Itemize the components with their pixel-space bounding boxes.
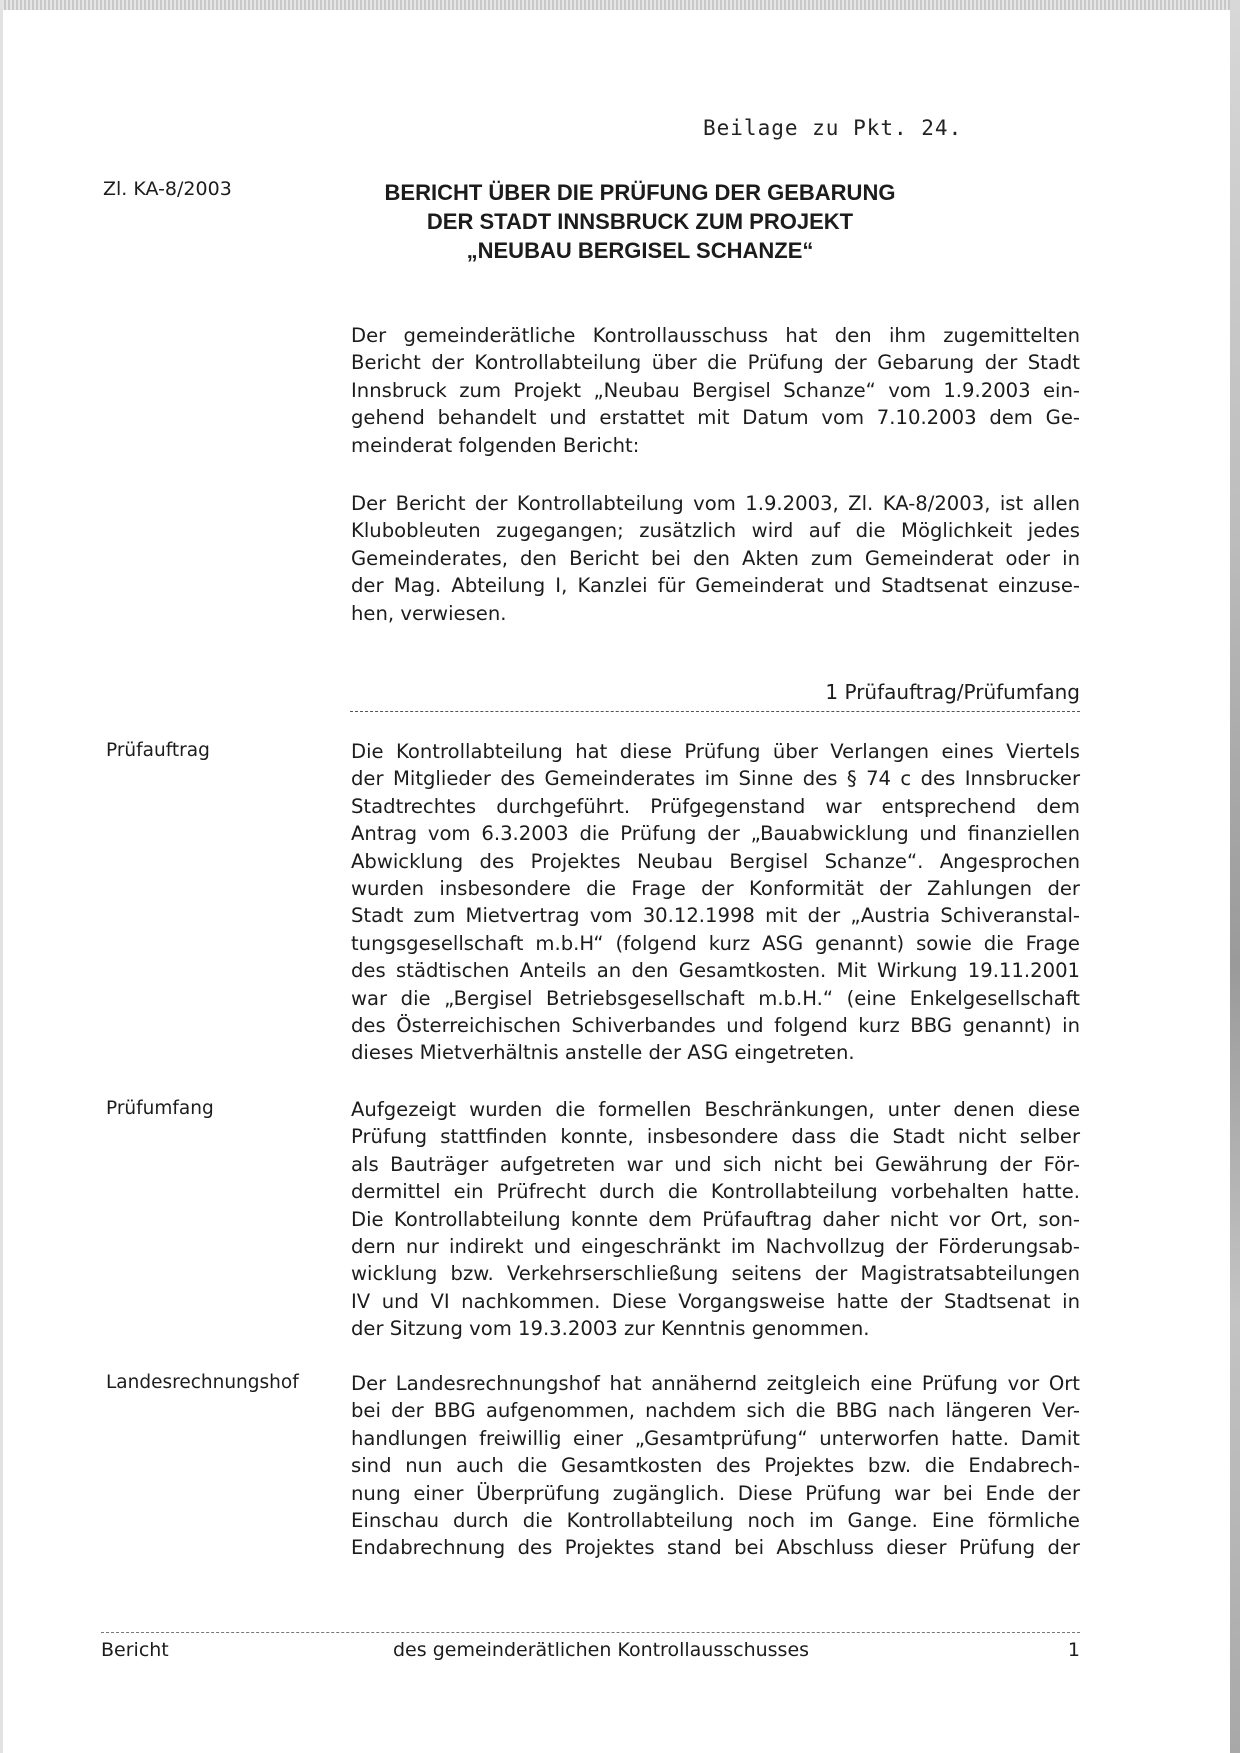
text-line: Abwicklung des Projektes Neubau Bergisel Schanze“. Angesprochen: [351, 849, 1080, 873]
text-line: nung einer Überprüfung zugänglich. Diese Prüfung war bei Ende der: [351, 1481, 1080, 1505]
text-line: Prüfung stattfinden konnte, insbesondere dass die Stadt nicht selber: [351, 1125, 1080, 1149]
text-line: gehend behandelt und erstattet mit Datum vom 7.10.2003 dem Ge-: [351, 406, 1080, 430]
text-line: tungsgesellschaft m.b.H“ (folgend kurz ASG genannt) sowie die Frage: [351, 931, 1080, 955]
text-line: bei der BBG aufgenommen, nachdem sich die BBG nach längeren Ver-: [351, 1399, 1080, 1423]
landesrechnungshof-paragraph: [351, 1370, 1080, 1562]
title-line: BERICHT ÜBER DIE PRÜFUNG DER GEBARUNG: [384, 180, 896, 205]
text-line: Stadtrechtes durchgeführt. Prüfgegenstand war entsprechend dem: [351, 794, 1080, 818]
text-line: dermittel ein Prüfrecht durch die Kontrollabteilung vorbehalten hatte.: [351, 1180, 1080, 1204]
text-line: sind nun auch die Gesamtkosten des Projektes bzw. die Endabrech-: [351, 1454, 1080, 1478]
reference-number: Zl. KA-8/2003: [103, 178, 232, 200]
text-line: als Bauträger aufgetreten war und sich nicht bei Gewährung der För-: [351, 1152, 1080, 1176]
text-line: Stadt zum Mietvertrag vom 30.12.1998 mit der „Austria Schiveranstal-: [351, 904, 1080, 928]
text-line: Antrag vom 6.3.2003 die Prüfung der „Bauabwicklung und finanziellen: [351, 822, 1080, 846]
text-line: Die Kontrollabteilung hat diese Prüfung über Verlangen eines Viertels: [351, 740, 1080, 763]
text-line: Bericht der Kontrollabteilung über die Prüfung der Gebarung der Stadt: [351, 351, 1080, 375]
text-line: IV und VI nachkommen. Diese Vorgangsweise hatte der Stadtsenat in: [351, 1289, 1080, 1313]
text-line: Gemeinderates, den Bericht bei den Akten zum Gemeinderat oder in: [351, 546, 1080, 570]
text-line: Einschau durch die Kontrollabteilung noch im Gange. Eine förmliche: [351, 1509, 1080, 1533]
footer-subtitle: des gemeinderätlichen Kontrollausschusses: [393, 1639, 810, 1661]
text-line: Der Landesrechnungshof hat annähernd zeitgleich eine Prüfung vor Ort: [351, 1372, 1080, 1395]
text-line: dern nur indirekt und eingeschränkt im Nachvollzug der Förderungsab-: [351, 1235, 1080, 1259]
text-line: des Österreichischen Schiverbandes und folgend kurz BBG genannt) in: [351, 1014, 1080, 1038]
text-line: Der gemeinderätliche Kontrollausschuss hat den ihm zugemittelten: [351, 324, 1080, 347]
footer-label: Bericht: [101, 1639, 169, 1661]
section-divider: [350, 711, 1080, 712]
pruefumfang-paragraph: [351, 1096, 1080, 1343]
margin-label-landesrechnungshof: Landesrechnungshof: [106, 1372, 299, 1393]
text-line: Aufgezeigt wurden die formellen Beschränkungen, unter denen diese: [351, 1098, 1080, 1121]
title-line: DER STADT INNSBRUCK ZUM PROJEKT: [426, 209, 854, 234]
text-line: Klubobleuten zugegangen; zusätzlich wird auf die Möglichkeit jedes: [351, 519, 1080, 543]
intro-paragraph: [351, 322, 1080, 459]
margin-label-pruefumfang: Prüfumfang: [106, 1098, 214, 1119]
title-line: „NEUBAU BERGISEL SCHANZE“: [466, 238, 814, 263]
text-line: Endabrechnung des Projektes stand bei Abschluss dieser Prüfung der: [351, 1536, 1080, 1560]
text-line: des städtischen Anteils an den Gesamtkosten. Mit Wirkung 19.11.2001: [351, 959, 1080, 983]
section-heading: 1 Prüfauftrag/Prüfumfang: [825, 680, 1080, 704]
margin-label-pruefauftrag: Prüfauftrag: [106, 740, 210, 761]
text-line: wicklung bzw. Verkehrserschließung seitens der Magistratsabteilungen: [351, 1262, 1080, 1286]
text-line: der Sitzung vom 19.3.2003 zur Kenntnis genommen.: [351, 1317, 870, 1341]
text-line: dieses Mietverhältnis anstelle der ASG eingetreten.: [351, 1041, 855, 1065]
scan-edge-right: [1230, 0, 1240, 1753]
footer-divider: [101, 1632, 1080, 1633]
document-title: [380, 178, 900, 265]
attachment-stamp: Beilage zu Pkt. 24.: [703, 116, 963, 140]
scan-edge-top: [0, 0, 1240, 10]
text-line: Die Kontrollabteilung konnte dem Prüfauftrag daher nicht vor Ort, son-: [351, 1207, 1080, 1231]
text-line: Innsbruck zum Projekt „Neubau Bergisel Schanze“ vom 1.9.2003 ein-: [351, 378, 1080, 402]
text-line: meinderat folgenden Bericht:: [351, 433, 640, 457]
text-line: war die „Bergisel Betriebsgesellschaft m.b.H.“ (eine Enkelgesellschaft: [351, 986, 1080, 1010]
text-line: wurden insbesondere die Frage der Konformität der Zahlungen der: [351, 877, 1080, 901]
text-line: der Mag. Abteilung I, Kanzlei für Gemeinderat und Stadtsenat einzuse-: [351, 574, 1080, 598]
text-line: hen, verwiesen.: [351, 601, 507, 625]
pruefauftrag-paragraph: [351, 738, 1080, 1067]
scan-edge-left: [0, 0, 3, 1753]
text-line: handlungen freiwillig einer „Gesamtprüfung“ unterworfen hatte. Damit: [351, 1426, 1080, 1450]
intro-paragraph: [351, 490, 1080, 627]
text-line: Der Bericht der Kontrollabteilung vom 1.9.2003, Zl. KA-8/2003, ist allen: [351, 492, 1080, 515]
text-line: der Mitglieder des Gemeinderates im Sinne des § 74 c des Innsbrucker: [351, 767, 1080, 791]
page-number: 1: [1067, 1639, 1080, 1661]
